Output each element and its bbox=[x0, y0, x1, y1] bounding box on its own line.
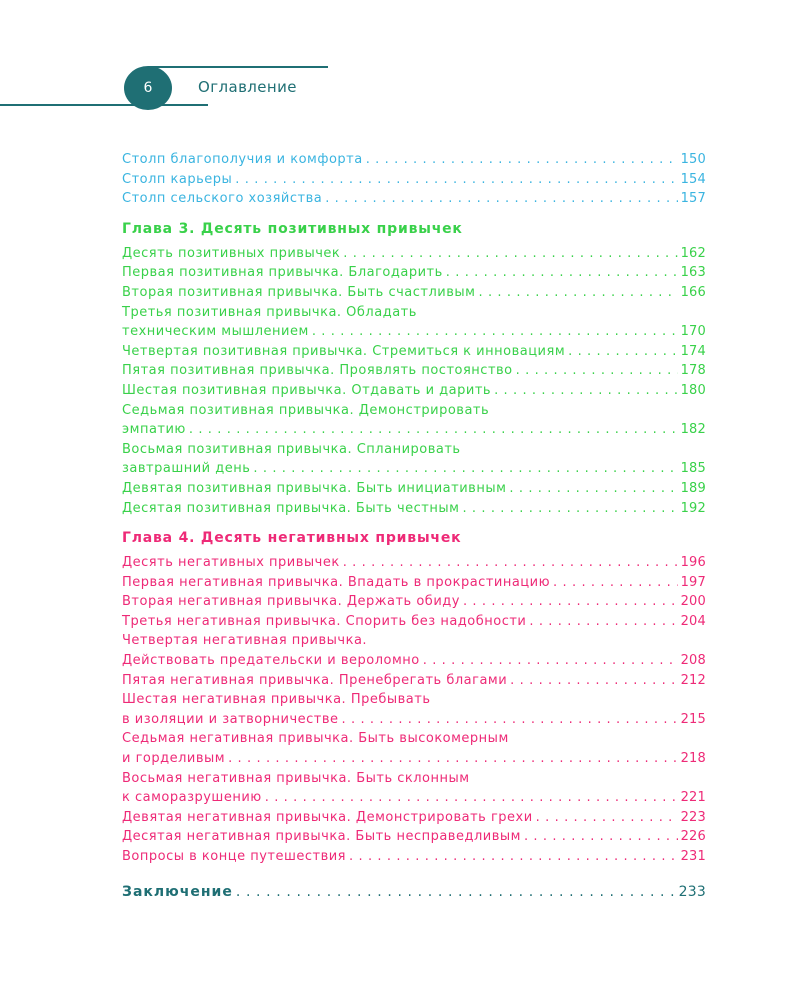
toc-entry[interactable] bbox=[122, 189, 706, 209]
entry-title: Пятая позитивная привычка. Проявлять постоянство bbox=[122, 363, 513, 379]
toc-entry[interactable] bbox=[122, 749, 706, 769]
entry-page: 162 bbox=[680, 245, 706, 261]
toc-entry[interactable] bbox=[122, 808, 706, 828]
leader-dots bbox=[478, 283, 677, 303]
table-of-contents bbox=[122, 150, 706, 902]
toc-entry[interactable] bbox=[122, 553, 706, 573]
toc-entry[interactable] bbox=[122, 420, 706, 440]
entry-page: 223 bbox=[680, 809, 706, 825]
entry-page: 174 bbox=[680, 343, 706, 359]
toc-entry[interactable] bbox=[122, 381, 706, 401]
leader-dots bbox=[446, 263, 678, 283]
leader-dots bbox=[524, 827, 678, 847]
entry-title: эмпатию bbox=[122, 422, 186, 438]
toc-entry[interactable] bbox=[122, 612, 706, 632]
toc-entry[interactable] bbox=[122, 459, 706, 479]
entry-title: Десятая негативная привычка. Быть несправедливым bbox=[122, 829, 521, 845]
entry-page: 166 bbox=[680, 284, 706, 300]
entry-page: 204 bbox=[680, 613, 706, 629]
conclusion-title: Заключение bbox=[122, 883, 233, 900]
leader-dots bbox=[349, 847, 678, 867]
entry-title: Четвертая позитивная привычка. Стремиться к инновациям bbox=[122, 343, 566, 359]
toc-entry[interactable] bbox=[122, 827, 706, 847]
pillars-section bbox=[122, 150, 706, 209]
entry-title: техническим мышлением bbox=[122, 324, 309, 340]
entry-title: Столп карьеры bbox=[122, 171, 233, 187]
leader-dots bbox=[568, 342, 677, 362]
conclusion-entry[interactable] bbox=[122, 883, 706, 903]
entry-page: 150 bbox=[680, 152, 706, 167]
entry-title-line-1[interactable]: Восьмая негативная привычка. Быть склонным bbox=[122, 770, 470, 786]
chapter-3-entries bbox=[122, 244, 706, 518]
entry-title: Первая негативная привычка. Впадать в прокрастинацию bbox=[122, 574, 551, 590]
header-rule-top bbox=[148, 66, 328, 68]
leader-dots bbox=[312, 322, 678, 342]
entry-page: 154 bbox=[680, 171, 706, 187]
entry-page: 215 bbox=[680, 711, 706, 727]
leader-dots bbox=[366, 150, 678, 170]
entry-page: 197 bbox=[680, 574, 706, 590]
entry-title-line-1[interactable]: Четвертая негативная привычка. bbox=[122, 633, 368, 649]
entry-page: 178 bbox=[680, 363, 706, 379]
entry-title: Пятая негативная привычка. Пренебрегать благами bbox=[122, 672, 508, 688]
entry-title: Девятая негативная привычка. Демонстрировать грехи bbox=[122, 809, 533, 825]
entry-title: Шестая позитивная привычка. Отдавать и дарить bbox=[122, 382, 492, 398]
entry-page: 170 bbox=[680, 324, 706, 340]
leader-dots bbox=[235, 170, 677, 190]
entry-page: 196 bbox=[680, 555, 706, 571]
entry-page: 182 bbox=[680, 422, 706, 438]
toc-entry[interactable] bbox=[122, 150, 706, 170]
leader-dots bbox=[516, 361, 678, 381]
toc-entry[interactable] bbox=[122, 847, 706, 867]
toc-entry[interactable] bbox=[122, 788, 706, 808]
toc-entry[interactable] bbox=[122, 710, 706, 730]
conclusion-page: 233 bbox=[678, 883, 706, 900]
leader-dots bbox=[265, 788, 678, 808]
entry-title: и горделивым bbox=[122, 751, 226, 767]
entry-title: Столп благополучия и комфорта bbox=[122, 152, 363, 167]
entry-title: Вопросы в конце путешествия bbox=[122, 849, 347, 864]
toc-entry[interactable] bbox=[122, 592, 706, 612]
chapter-3-heading[interactable]: Глава 3. Десять позитивных привычек bbox=[122, 220, 463, 237]
chapter-4-heading[interactable]: Глава 4. Десять негативных привычек bbox=[122, 530, 462, 547]
toc-entry[interactable] bbox=[122, 322, 706, 342]
entry-page: 180 bbox=[680, 382, 706, 398]
leader-dots bbox=[509, 479, 677, 499]
entry-title: Столп сельского хозяйства bbox=[122, 191, 323, 207]
entry-title: Вторая позитивная привычка. Быть счастливым bbox=[122, 284, 476, 300]
toc-entry[interactable] bbox=[122, 263, 706, 283]
entry-page: 189 bbox=[680, 480, 706, 496]
entry-title-line-1[interactable]: Шестая негативная привычка. Пребывать bbox=[122, 692, 431, 708]
entry-title: Десять позитивных привычек bbox=[122, 245, 341, 261]
entry-title: Третья негативная привычка. Спорить без надобности bbox=[122, 613, 527, 629]
leader-dots bbox=[536, 808, 678, 828]
entry-page: 200 bbox=[680, 594, 706, 610]
entry-title: Вторая негативная привычка. Держать обиду bbox=[122, 594, 460, 610]
leader-dots bbox=[325, 189, 677, 209]
header-rule-bottom bbox=[0, 104, 208, 106]
entry-page: 192 bbox=[680, 500, 706, 516]
toc-entry[interactable] bbox=[122, 651, 706, 671]
leader-dots bbox=[510, 671, 677, 691]
leader-dots bbox=[228, 749, 677, 769]
toc-entry[interactable] bbox=[122, 499, 706, 519]
entry-page: 226 bbox=[680, 829, 706, 845]
entry-title: Десять негативных привычек bbox=[122, 555, 340, 571]
entry-title: в изоляции и затворничестве bbox=[122, 711, 339, 727]
entry-title: Девятая позитивная привычка. Быть инициативным bbox=[122, 480, 507, 496]
entry-page: 157 bbox=[680, 191, 706, 207]
entry-title: завтрашний день bbox=[122, 461, 251, 477]
entry-page: 163 bbox=[680, 265, 706, 281]
page-number: 6 bbox=[143, 80, 153, 96]
entry-title: Первая позитивная привычка. Благодарить bbox=[122, 265, 443, 281]
entry-page: 208 bbox=[680, 653, 706, 669]
toc-entry[interactable] bbox=[122, 479, 706, 499]
running-header-title: Оглавление bbox=[198, 78, 297, 96]
leader-dots bbox=[253, 459, 677, 479]
leader-dots bbox=[423, 651, 678, 671]
leader-dots bbox=[462, 499, 677, 519]
entry-title-line-1[interactable]: Третья позитивная привычка. Обладать bbox=[122, 304, 417, 320]
entry-title: к саморазрушению bbox=[122, 790, 262, 806]
entry-page: 221 bbox=[680, 790, 706, 806]
leader-dots bbox=[463, 592, 678, 612]
entry-page: 231 bbox=[680, 849, 706, 864]
toc-entry[interactable] bbox=[122, 342, 706, 362]
entry-page: 212 bbox=[680, 672, 706, 688]
leader-dots bbox=[529, 612, 677, 632]
leader-dots bbox=[342, 710, 678, 730]
leader-dots bbox=[343, 553, 678, 573]
chapter-4-entries bbox=[122, 553, 706, 867]
toc-entry[interactable] bbox=[122, 170, 706, 190]
toc-entry[interactable] bbox=[122, 244, 706, 264]
entry-page: 185 bbox=[680, 461, 706, 477]
entry-title: Десятая позитивная привычка. Быть честным bbox=[122, 500, 460, 516]
leader-dots bbox=[343, 244, 677, 264]
page-number-badge bbox=[124, 66, 172, 110]
entry-title-line-1[interactable]: Восьмая позитивная привычка. Спланировать bbox=[122, 441, 461, 457]
toc-entry[interactable] bbox=[122, 671, 706, 691]
toc-entry[interactable] bbox=[122, 573, 706, 593]
leader-dots bbox=[494, 381, 678, 401]
entry-title-line-1[interactable]: Седьмая позитивная привычка. Демонстрировать bbox=[122, 402, 490, 418]
leader-dots bbox=[189, 420, 678, 440]
entry-title: Действовать предательски и вероломно bbox=[122, 653, 420, 669]
leader-dots bbox=[236, 883, 676, 903]
toc-entry[interactable] bbox=[122, 361, 706, 381]
leader-dots bbox=[553, 573, 678, 593]
entry-title-line-1[interactable]: Седьмая негативная привычка. Быть высокомерным bbox=[122, 731, 509, 747]
entry-page: 218 bbox=[680, 751, 706, 767]
toc-entry[interactable] bbox=[122, 283, 706, 303]
